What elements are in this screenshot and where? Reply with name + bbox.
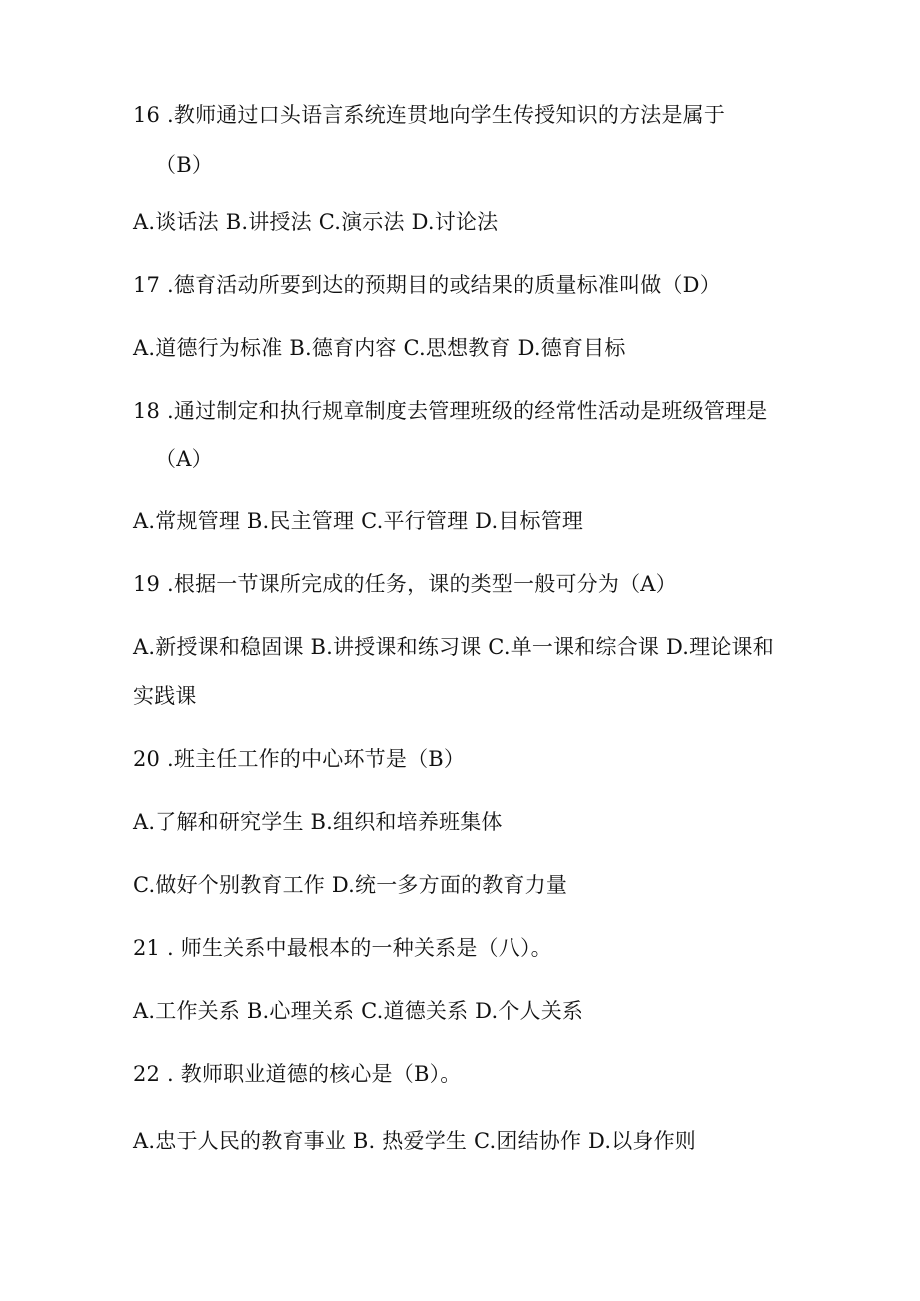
question-20-options-cont: C.做好个别教育工作 D.统一多方面的教育力量	[133, 873, 568, 897]
question-18-answer: （A）	[155, 447, 213, 471]
question-16-answer: （B）	[155, 153, 214, 177]
question-21-options: A.工作关系 B.心理关系 C.道德关系 D.个人关系	[133, 999, 584, 1023]
question-20-options: A.了解和研究学生 B.组织和培养班集体	[133, 810, 503, 834]
question-20-stem: 20 .班主任工作的中心环节是（B）	[133, 747, 466, 771]
question-19-options: A.新授课和稳固课 B.讲授课和练习课 C.单一课和综合课 D.理论课和	[133, 635, 774, 659]
question-18-options: A.常规管理 B.民主管理 C.平行管理 D.目标管理	[133, 509, 584, 533]
question-19-stem: 19 .根据一节课所完成的任务，课的类型一般可分为（A）	[133, 572, 677, 596]
question-17-stem: 17 .德育活动所要到达的预期目的或结果的质量标准叫做（D）	[133, 273, 721, 297]
question-16-options: A.谈话法 B.讲授法 C.演示法 D.讨论法	[133, 210, 499, 234]
question-19-options-cont: 实践课	[133, 684, 197, 708]
question-22-options: A.忠于人民的教育事业 B. 热爱学生 C.团结协作 D.以身作则	[133, 1129, 697, 1153]
question-21-stem: 21 . 师生关系中最根本的一种关系是（八）。	[133, 936, 552, 960]
question-22-stem: 22 . 教师职业道德的核心是（B）。	[133, 1062, 462, 1086]
question-16-stem: 16 .教师通过口头语言系统连贯地向学生传授知识的方法是属于	[133, 103, 726, 127]
question-17-options: A.道德行为标准 B.德育内容 C.思想教育 D.德育目标	[133, 336, 626, 360]
question-18-stem: 18 .通过制定和执行规章制度去管理班级的经常性活动是班级管理是	[133, 399, 768, 423]
